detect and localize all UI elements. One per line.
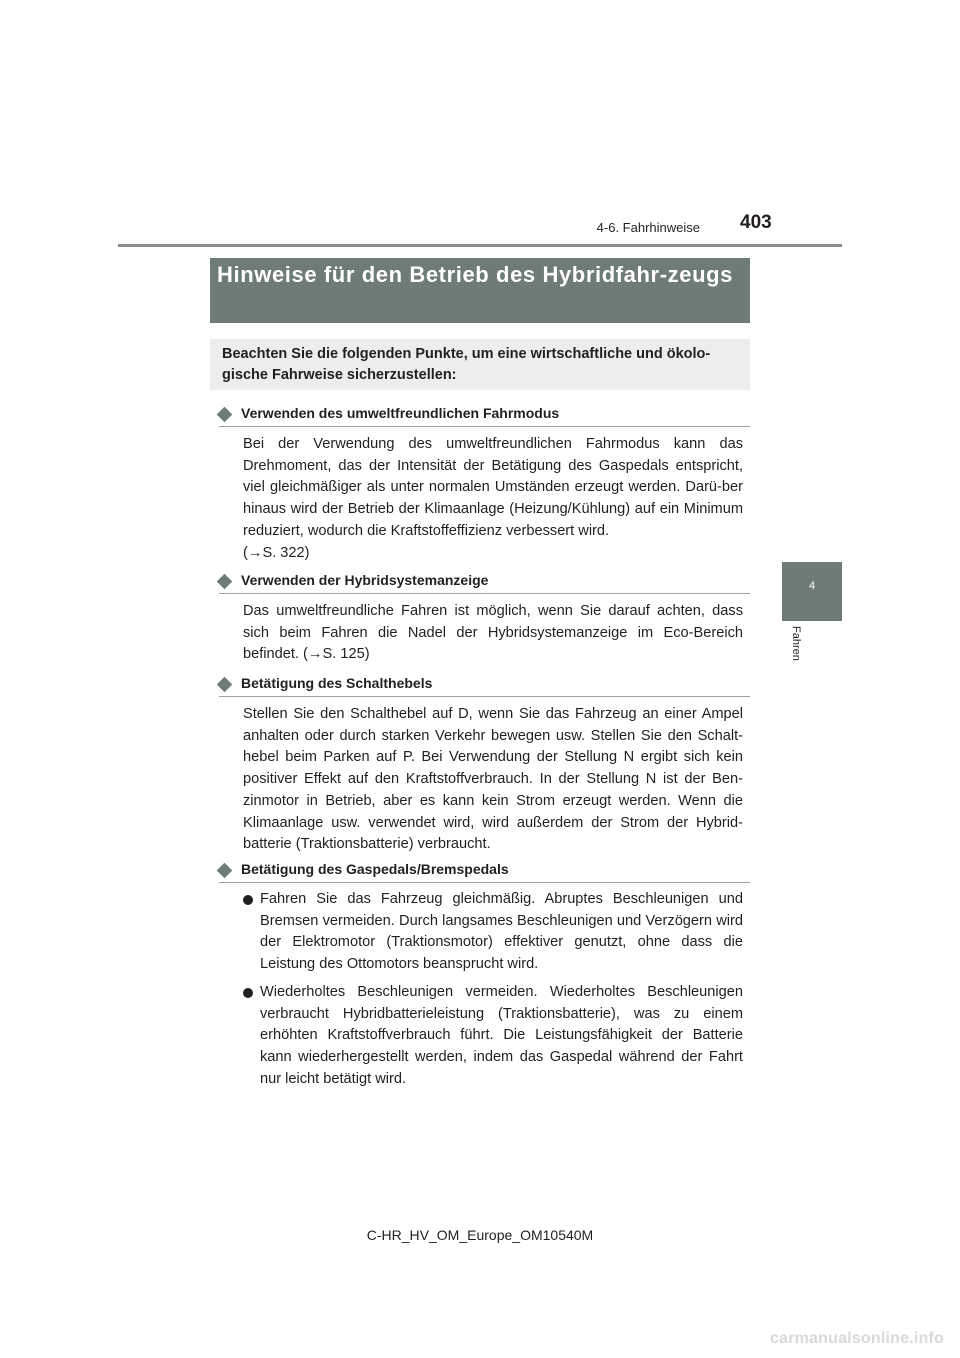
list-item-text: Wiederholtes Beschleunigen vermeiden. Wiederholtes Beschleunigen verbraucht Hybridbatterieleistung (Traktionsbatterie), was zu einem erhöhten Kraftstoffverbrauch führt. Die Leistungsfähigkeit der Batterie kann wiederhergestellt werden, indem das Gaspedal während der Fahrt nur leicht betätigt wird. <box>260 983 743 1087</box>
header-divider <box>118 244 842 247</box>
diamond-bullet-icon <box>217 677 233 693</box>
section-pedals <box>219 860 750 1090</box>
chapter-tab-number: 4 <box>808 580 816 592</box>
section-hybrid-indicator <box>219 571 750 666</box>
section-shift-lever <box>219 674 750 856</box>
section-title: Betätigung des Gaspedals/Bremspedals <box>241 861 509 877</box>
header-section-label: 4-6. Fahrhinweise <box>596 220 700 235</box>
round-bullet-icon <box>243 895 253 905</box>
diamond-bullet-icon <box>217 574 233 590</box>
chapter-tab-label-wrap <box>790 626 804 686</box>
diamond-bullet-icon <box>217 863 233 879</box>
list-item-text: Fahren Sie das Fahrzeug gleichmäßig. Abruptes Beschleunigen und Bremsen vermeiden. Durch langsames Beschleunigen und Verzögern wird der Elektromotor (Traktionsmotor) effektiver genutzt, ohne dass die Leistung des Ottomotors beansprucht wird. <box>260 891 743 973</box>
intro-box <box>210 339 750 390</box>
diamond-bullet-icon <box>217 407 233 423</box>
section-title: Verwenden des umweltfreundlichen Fahrmodus <box>241 405 560 421</box>
page-title: Hinweise für den Betrieb des Hybridfahr-zeugs <box>217 262 733 287</box>
section-text: Das umweltfreundliche Fahren ist möglich, wenn Sie darauf achten, dass sich beim Fahren die Nadel der Hybridsystemanzeige im Eco-Bereich befindet. (→S. 125) <box>243 603 743 663</box>
section-text: Bei der Verwendung des umweltfreundlichen Fahrmodus kann das Drehmoment, das der Intensität der Betätigung des Gaspedals entspricht, viel gleichmäßiger als unter normalen Umständen erzeugt werden. Darü-ber hinaus wird der Betrieb der Klimaanlage (Heizung/Kühlung) auf ein Minimum reduziert, wodurch die Kraftstoffeffizienz verbessert wird. <box>243 436 743 539</box>
section-heading <box>219 674 750 697</box>
list-item <box>243 982 743 1091</box>
section-heading <box>219 860 750 883</box>
list-item <box>243 889 743 976</box>
round-bullet-icon <box>243 988 253 998</box>
section-eco-mode <box>219 404 750 564</box>
section-reference: (→S. 322) <box>243 544 310 561</box>
chapter-tab-label: Fahren <box>790 626 802 661</box>
footer-document-id: C-HR_HV_OM_Europe_OM10540M <box>366 1227 594 1243</box>
page-title-box <box>210 258 750 323</box>
watermark-text: carmanualsonline.info <box>770 1330 945 1347</box>
section-heading <box>219 571 750 594</box>
section-heading <box>219 404 750 427</box>
page-number: 403 <box>740 212 772 233</box>
section-title: Verwenden der Hybridsystemanzeige <box>241 572 489 588</box>
watermark <box>770 1330 955 1356</box>
section-title: Betätigung des Schalthebels <box>241 675 433 691</box>
section-text: Stellen Sie den Schalthebel auf D, wenn Sie das Fahrzeug an einer Ampel anhalten oder durch starken Verkehr bewegen usw. Stellen Sie den Schalt-hebel beim Parken auf P. Bei Verwendung der Stellung N ergibt sich kein positiver Effekt auf den Kraftstoffverbrauch. In der Stellung N ist der Ben-zinmotor in Betrieb, aber es kann kein Strom erzeugt werden. Wenn die Klimaanlage usw. verwendet wird, wird außerdem der Strom der Hybrid-batterie (Traktionsbatterie) verbraucht. <box>243 706 743 853</box>
intro-text: Beachten Sie die folgenden Punkte, um eine wirtschaftliche und ökolo-gische Fahrweise sicherzustellen: <box>222 346 711 383</box>
